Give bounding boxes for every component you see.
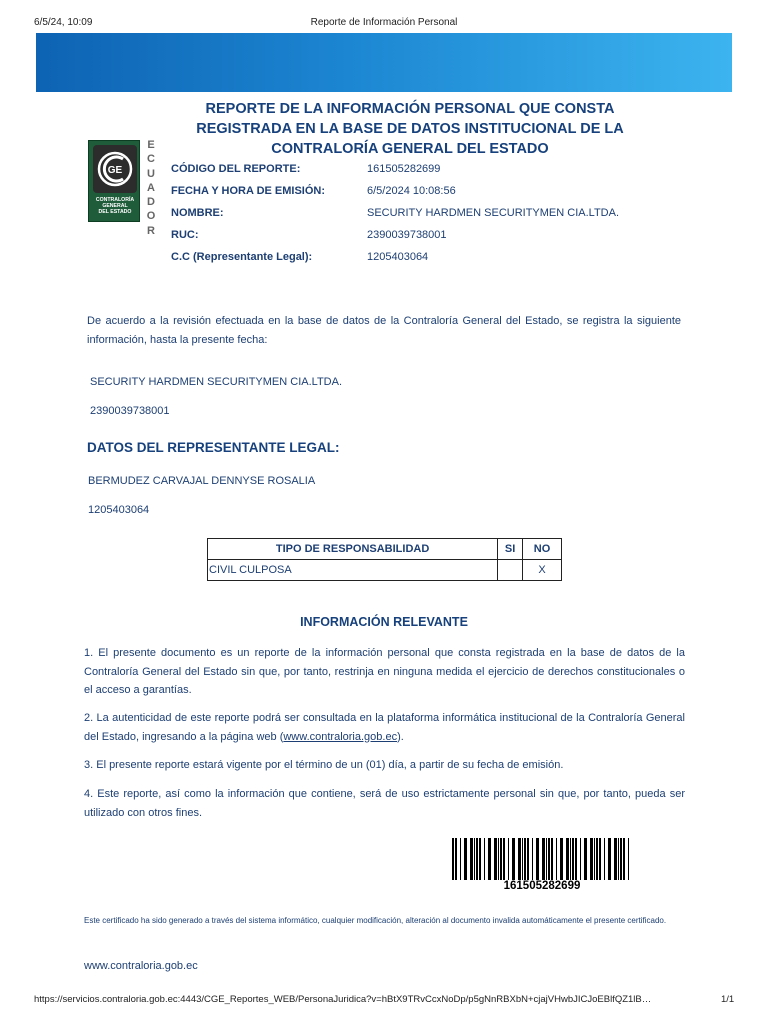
barcode-bar <box>455 838 457 880</box>
meta-row-ruc <box>171 229 691 251</box>
vertical-letter: A <box>147 181 155 194</box>
barcode-bar <box>551 838 553 880</box>
barcode-bar <box>614 838 617 880</box>
meta-row-code <box>171 163 691 185</box>
barcode-bar <box>623 838 625 880</box>
barcode-bar <box>500 838 502 880</box>
meta-value: 161505282699 <box>367 163 441 175</box>
responsibility-table <box>207 538 562 581</box>
barcode-bar <box>512 838 515 880</box>
barcode-bar <box>556 838 557 880</box>
table-cell: CIVIL CULPOSA <box>208 560 498 581</box>
barcode-bar <box>575 838 577 880</box>
meta-value: 6/5/2024 10:08:56 <box>367 185 456 197</box>
barcode-bar <box>474 838 475 880</box>
barcode-bar <box>566 838 569 880</box>
table-cell <box>498 560 523 581</box>
logo-text-line: CONTRALORÍA <box>95 197 135 203</box>
legal-rep-id: 1205403064 <box>88 504 150 516</box>
barcode-bar <box>464 838 467 880</box>
barcode-bar <box>580 838 581 880</box>
header-banner <box>36 33 732 92</box>
meta-value: SECURITY HARDMEN SECURITYMEN CIA.LTDA. <box>367 207 620 219</box>
barcode-bar <box>542 838 545 880</box>
barcode-bar <box>494 838 497 880</box>
meta-label: CÓDIGO DEL REPORTE: <box>171 163 301 175</box>
barcode-bar <box>594 838 595 880</box>
report-title-line: CONTRALORÍA GENERAL DEL ESTADO <box>271 141 549 157</box>
barcode-bar <box>570 838 571 880</box>
report-title <box>140 99 680 159</box>
entity-name: SECURITY HARDMEN SECURITYMEN CIA.LTDA. <box>90 376 343 388</box>
vertical-letter: R <box>147 224 155 237</box>
info-paragraph-1: 1. El presente documento es un reporte de la información personal que consta registrada en la base de datos de la Contraloría General del Estado sin que, por tanto, restrinja en ninguna medida el ejercicio de derechos constitucionales o el acceso a garantías. <box>84 647 685 696</box>
vertical-letter: E <box>147 139 155 151</box>
print-url: https://servicios.contraloria.gob.ec:4443/CGE_Reportes_WEB/PersonaJuridica?v=hBtX9TRvCcxNoDp/p5gNnRBXbN+cjajVHwbJICJoEBlfQZ1lB… <box>34 994 652 1005</box>
barcode-bar <box>548 838 550 880</box>
cge-logo <box>88 140 140 222</box>
barcode-bar <box>503 838 505 880</box>
legal-rep-name: BERMUDEZ CARVAJAL DENNYSE ROSALIA <box>88 475 316 487</box>
barcode-bar <box>498 838 499 880</box>
contraloria-link[interactable]: www.contraloria.gob.ec <box>283 730 398 743</box>
report-title-line: REPORTE DE LA INFORMACIÓN PERSONAL QUE CONSTA <box>205 101 615 117</box>
relevant-info-heading: INFORMACIÓN RELEVANTE <box>300 615 468 629</box>
cge-emblem-icon <box>93 145 137 193</box>
barcode-bar <box>599 838 601 880</box>
meta-row-name <box>171 207 691 229</box>
barcode-bar <box>536 838 539 880</box>
logo-text <box>89 197 141 215</box>
meta-label: C.C (Representante Legal): <box>171 251 313 263</box>
vertical-letter: U <box>147 167 155 180</box>
intro-paragraph: De acuerdo a la revisión efectuada en la base de datos de la Contraloría General del Estado, se registra la siguiente información, hasta la presente fecha: <box>87 315 681 346</box>
barcode-bar <box>508 838 509 880</box>
barcode-bar <box>452 838 454 880</box>
barcode-bar <box>527 838 529 880</box>
logo-text-line: GENERAL <box>102 203 128 209</box>
vertical-letter: C <box>147 153 155 166</box>
table-header: TIPO DE RESPONSABILIDAD <box>208 539 498 560</box>
vertical-letter: D <box>147 196 155 209</box>
svg-text:GE: GE <box>107 165 123 176</box>
ecuador-vertical-text <box>146 138 156 238</box>
barcode-bar <box>532 838 533 880</box>
barcode-bar <box>560 838 563 880</box>
barcode-bar <box>618 838 619 880</box>
meta-label: NOMBRE: <box>171 207 224 219</box>
meta-row-cc <box>171 251 691 273</box>
barcode-bar <box>484 838 485 880</box>
entity-ruc: 2390039738001 <box>90 405 170 417</box>
vertical-letter: O <box>146 210 156 223</box>
meta-row-date <box>171 185 691 207</box>
barcode-bar <box>479 838 481 880</box>
table-header: NO <box>523 539 562 560</box>
barcode-bar <box>608 838 611 880</box>
barcode-bar <box>470 838 473 880</box>
print-title: Reporte de Información Personal <box>310 17 458 28</box>
table-cell: X <box>523 560 562 581</box>
info-paragraph-2-tail: ). <box>397 730 404 743</box>
logo-text-line: DEL ESTADO <box>98 209 132 215</box>
page-number: 1/1 <box>721 994 735 1005</box>
barcode-bar <box>590 838 593 880</box>
meta-label: RUC: <box>171 229 199 241</box>
barcode-bar <box>620 838 622 880</box>
barcode-bar <box>522 838 523 880</box>
barcode <box>452 838 632 882</box>
barcode-bar <box>572 838 574 880</box>
info-paragraph-3: 3. El presente reporte estará vigente por el término de un (01) día, a partir de su fecha de emisión. <box>84 759 564 771</box>
barcode-bar <box>584 838 587 880</box>
barcode-bar <box>476 838 478 880</box>
table-row <box>208 560 562 581</box>
print-header <box>0 0 768 30</box>
info-paragraph-2 <box>84 709 685 746</box>
barcode-bar <box>460 838 461 880</box>
meta-label: FECHA Y HORA DE EMISIÓN: <box>171 185 326 197</box>
certificate-disclaimer: Este certificado ha sido generado a través del sistema informático, cualquier modificación, alteración al documento invalida automáticamente el presente certificado. <box>84 916 667 925</box>
barcode-bar <box>518 838 521 880</box>
barcode-bar <box>524 838 526 880</box>
barcode-bar <box>628 838 629 880</box>
table-header-row <box>208 539 562 560</box>
table-header: SI <box>498 539 523 560</box>
barcode-bar <box>604 838 605 880</box>
report-metadata <box>171 163 691 273</box>
website-text: www.contraloria.gob.ec <box>84 960 198 972</box>
report-title-line: REGISTRADA EN LA BASE DE DATOS INSTITUCIONAL DE LA <box>196 121 624 137</box>
barcode-number: 161505282699 <box>503 880 581 892</box>
meta-value: 1205403064 <box>367 251 429 263</box>
print-datetime: 6/5/24, 10:09 <box>34 17 93 28</box>
meta-value: 2390039738001 <box>367 229 447 241</box>
barcode-bar <box>596 838 598 880</box>
info-paragraph-2-text: 2. La autenticidad de este reporte podrá ser consultada en la plataforma informática institucional de la Contraloría General del Estado, ingresando a la página web ( <box>84 712 685 743</box>
barcode-bar <box>546 838 547 880</box>
info-paragraph-4: 4. Este reporte, así como la información que contiene, será de uso estrictamente personal sin que, por tanto, pueda ser utilizado con otros fines. <box>84 788 685 819</box>
legal-rep-heading: DATOS DEL REPRESENTANTE LEGAL: <box>87 440 340 455</box>
barcode-bar <box>488 838 491 880</box>
